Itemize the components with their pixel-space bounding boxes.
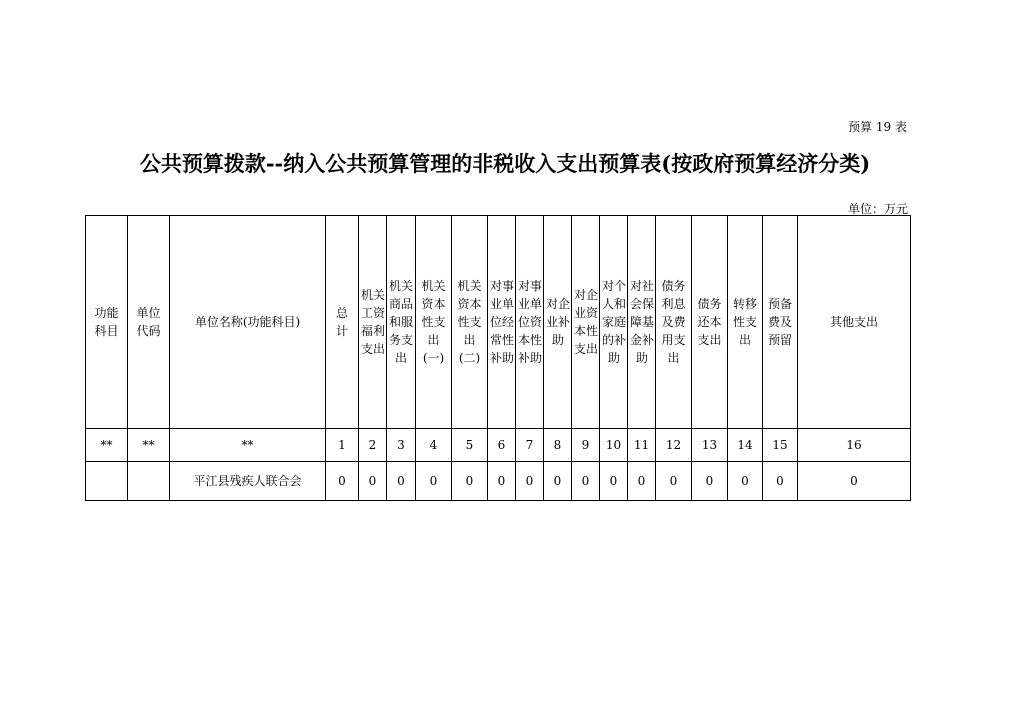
header-cell: 预备费及预留 bbox=[763, 216, 798, 429]
header-cell: 总计 bbox=[326, 216, 359, 429]
budget-table bbox=[85, 215, 911, 501]
data-cell bbox=[86, 462, 128, 501]
table-row bbox=[86, 462, 911, 501]
header-cell: 对事业单位经常性补助 bbox=[488, 216, 516, 429]
data-cell: 0 bbox=[488, 462, 516, 501]
number-cell: 4 bbox=[416, 429, 452, 462]
data-cell: 0 bbox=[452, 462, 488, 501]
data-cell: 0 bbox=[544, 462, 572, 501]
number-cell: 7 bbox=[516, 429, 544, 462]
number-cell: 8 bbox=[544, 429, 572, 462]
header-cell: 单位代码 bbox=[128, 216, 170, 429]
number-cell: 6 bbox=[488, 429, 516, 462]
header-cell: 对个人和家庭的补助 bbox=[600, 216, 628, 429]
column-number-row bbox=[86, 429, 911, 462]
data-cell: 0 bbox=[600, 462, 628, 501]
data-cell: 0 bbox=[692, 462, 728, 501]
number-cell: ** bbox=[170, 429, 326, 462]
number-cell: 1 bbox=[326, 429, 359, 462]
header-cell: 债务利息及费用支出 bbox=[656, 216, 692, 429]
number-cell: 14 bbox=[728, 429, 763, 462]
data-cell: 0 bbox=[763, 462, 798, 501]
header-cell: 机关工资福利支出 bbox=[359, 216, 387, 429]
data-cell: 0 bbox=[516, 462, 544, 501]
header-cell: 功能科目 bbox=[86, 216, 128, 429]
data-cell: 0 bbox=[628, 462, 656, 501]
number-cell: 3 bbox=[387, 429, 416, 462]
unit-label: 单位：万元 bbox=[847, 202, 908, 216]
header-cell: 对社会保障基金补助 bbox=[628, 216, 656, 429]
unit-name-cell: 平江县残疾人联合会 bbox=[170, 462, 326, 501]
number-cell: 11 bbox=[628, 429, 656, 462]
data-cell: 0 bbox=[728, 462, 763, 501]
header-cell: 债务还本支出 bbox=[692, 216, 728, 429]
header-cell: 转移性支出 bbox=[728, 216, 763, 429]
number-cell: 15 bbox=[763, 429, 798, 462]
number-cell: 2 bbox=[359, 429, 387, 462]
header-cell: 其他支出 bbox=[798, 216, 911, 429]
data-cell: 0 bbox=[572, 462, 600, 501]
header-cell: 对企业资本性支出 bbox=[572, 216, 600, 429]
number-cell: 9 bbox=[572, 429, 600, 462]
data-cell: 0 bbox=[798, 462, 911, 501]
data-cell: 0 bbox=[387, 462, 416, 501]
header-cell: 机关商品和服务支出 bbox=[387, 216, 416, 429]
header-cell: 单位名称(功能科目) bbox=[170, 216, 326, 429]
data-cell: 0 bbox=[359, 462, 387, 501]
number-cell: 16 bbox=[798, 429, 911, 462]
data-cell bbox=[128, 462, 170, 501]
data-cell: 0 bbox=[416, 462, 452, 501]
header-row bbox=[86, 216, 911, 429]
table-number: 预算 19 表 bbox=[848, 120, 907, 134]
number-cell: ** bbox=[128, 429, 170, 462]
header-cell: 对事业单位资本性补助 bbox=[516, 216, 544, 429]
header-cell: 机关资本性支出(二) bbox=[452, 216, 488, 429]
number-cell: ** bbox=[86, 429, 128, 462]
document-title: 公共预算拨款--纳入公共预算管理的非税收入支出预算表(按政府预算经济分类) bbox=[139, 151, 871, 176]
header-cell: 对企业补助 bbox=[544, 216, 572, 429]
header-cell: 机关资本性支出(一) bbox=[416, 216, 452, 429]
number-cell: 5 bbox=[452, 429, 488, 462]
number-cell: 10 bbox=[600, 429, 628, 462]
number-cell: 12 bbox=[656, 429, 692, 462]
data-cell: 0 bbox=[656, 462, 692, 501]
number-cell: 13 bbox=[692, 429, 728, 462]
data-cell: 0 bbox=[326, 462, 359, 501]
